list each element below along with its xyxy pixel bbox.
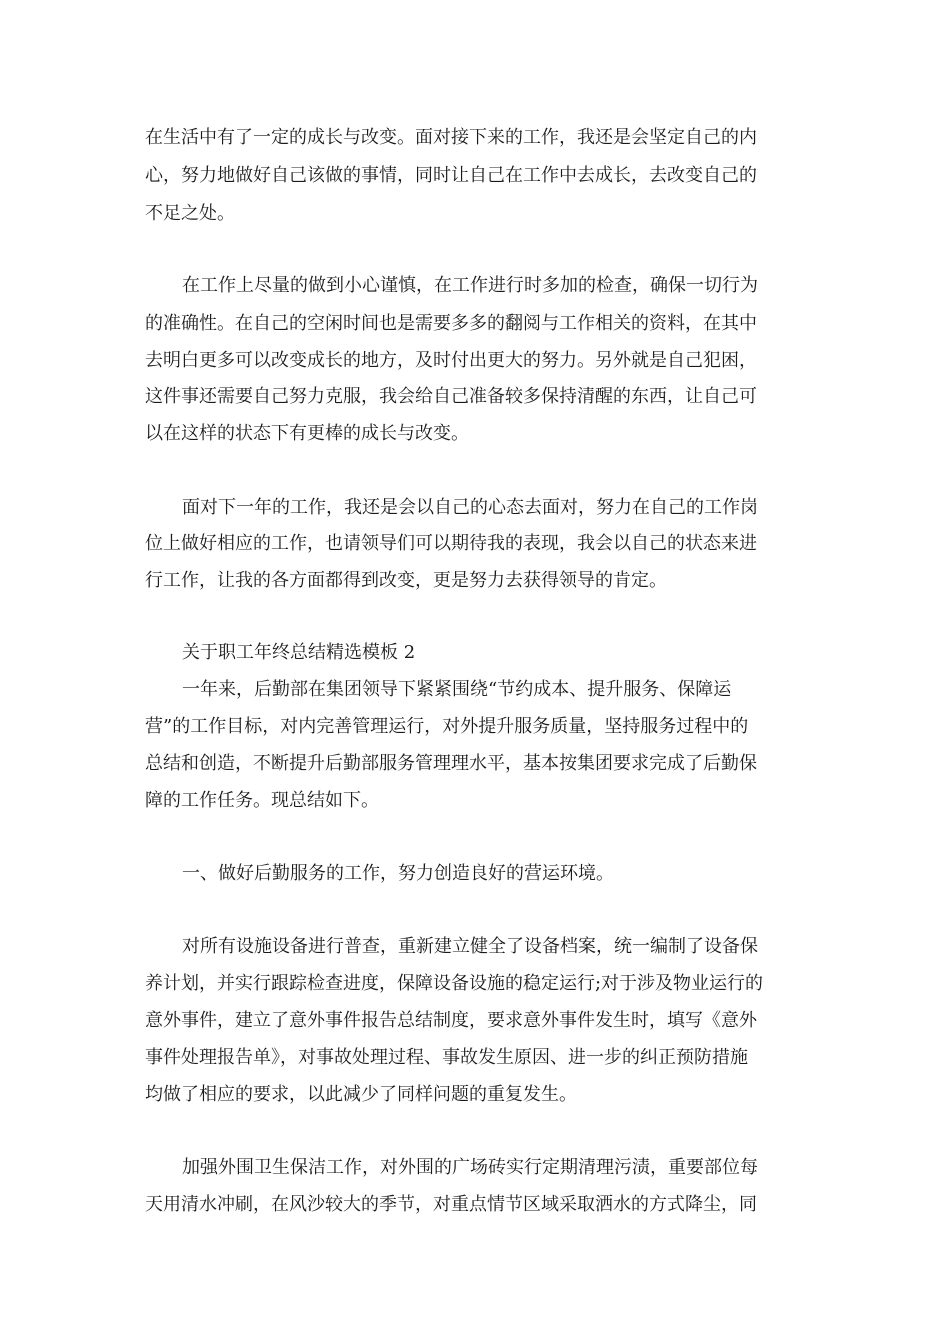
paragraph-line: 在工作上尽量的做到小心谨慎，在工作进行时多加的检查，确保一切行为 <box>182 275 758 296</box>
paragraph-line: 障的工作任务。现总结如下。 <box>145 790 379 811</box>
paragraph-line: 天用清水冲刷，在风沙较大的季节，对重点情节区域采取洒水的方式降尘，同 <box>145 1194 757 1215</box>
paragraph-line: 行工作，让我的各方面都得到改变，更是努力去获得领导的肯定。 <box>145 570 667 591</box>
paragraph-line: 加强外围卫生保洁工作，对外围的广场砖实行定期清理污渍，重要部位每 <box>182 1157 758 1178</box>
paragraph-line: 均做了相应的要求，以此减少了同样问题的重复发生。 <box>145 1084 577 1105</box>
paragraph-line: 面对下一年的工作，我还是会以自己的心态去面对，努力在自己的工作岗 <box>182 497 758 518</box>
section-heading: 关于职工年终总结精选模板 2 <box>182 642 416 663</box>
paragraph-line: 总结和创造，不断提升后勤部服务管理理水平，基本按集团要求完成了后勤保 <box>145 753 757 774</box>
paragraph-line: 这件事还需要自己努力克服，我会给自己准备较多保持清醒的东西，让自己可 <box>145 386 757 407</box>
subsection-heading: 一、做好后勤服务的工作，努力创造良好的营运环境。 <box>182 863 614 884</box>
paragraph-line: 位上做好相应的工作，也请领导们可以期待我的表现，我会以自己的状态来进 <box>145 533 757 554</box>
paragraph-line: 去明白更多可以改变成长的地方，及时付出更大的努力。另外就是自己犯困， <box>145 350 757 371</box>
paragraph-line: 在生活中有了一定的成长与改变。面对接下来的工作，我还是会坚定自己的内 <box>145 127 757 148</box>
paragraph-line: 心，努力地做好自己该做的事情，同时让自己在工作中去成长，去改变自己的 <box>145 165 757 186</box>
paragraph-line: 一年来，后勤部在集团领导下紧紧围绕“节约成本、提升服务、保障运 <box>182 679 732 700</box>
paragraph-line: 对所有设施设备进行普查，重新建立健全了设备档案，统一编制了设备保 <box>182 936 758 957</box>
paragraph-line: 营”的工作目标，对内完善管理运行，对外提升服务质量，坚持服务过程中的 <box>145 716 749 737</box>
paragraph-line: 养计划，并实行跟踪检查进度，保障设备设施的稳定运行;对于涉及物业运行的 <box>145 973 764 994</box>
paragraph-line: 的准确性。在自己的空闲时间也是需要多多的翻阅与工作相关的资料，在其中 <box>145 313 757 334</box>
paragraph-line: 以在这样的状态下有更棒的成长与改变。 <box>145 423 469 444</box>
paragraph-line: 不足之处。 <box>145 203 235 224</box>
paragraph-line: 事件处理报告单》，对事故处理过程、事故发生原因、进一步的纠正预防措施 <box>145 1047 748 1068</box>
paragraph-line: 意外事件，建立了意外事件报告总结制度，要求意外事件发生时，填写《意外 <box>145 1010 757 1031</box>
